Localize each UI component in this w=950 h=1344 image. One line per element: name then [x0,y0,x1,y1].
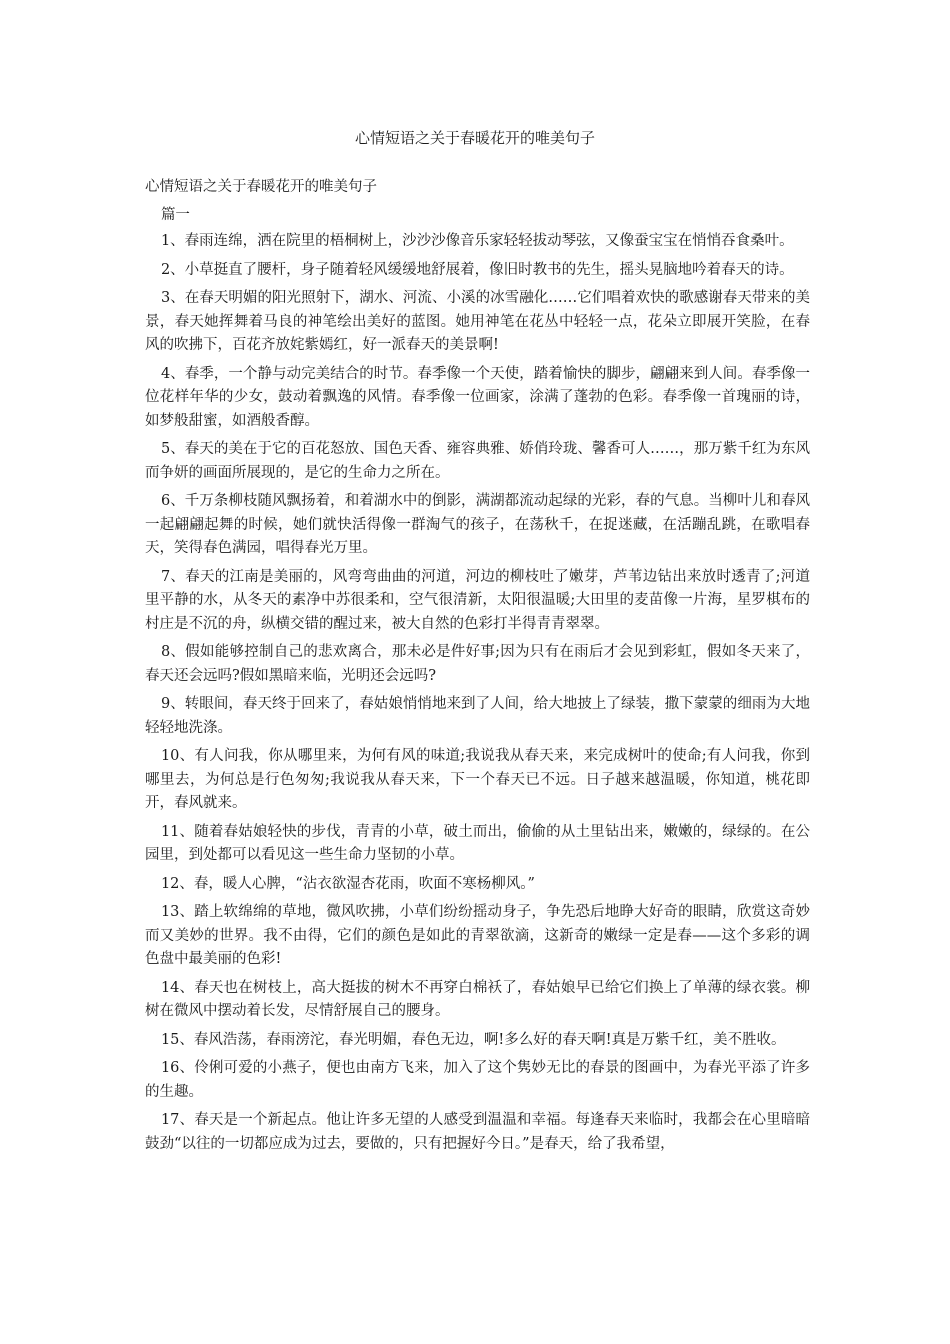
paragraph-2: 2、小草挺直了腰杆，身子随着轻风缓缓地舒展着，像旧时教书的先生，摇头晃脑地吟着春天的诗。 [160,261,794,278]
paragraph-16: 16、伶俐可爱的小燕子，便也由南方飞来，加入了这个隽妙无比的春景的图画中，为春光平添了许多的生趣。 [145,1060,810,1100]
paragraph-1: 1、春雨连绵，洒在院里的梧桐树上，沙沙沙像音乐家轻轻拔动琴弦，又像蚕宝宝在悄悄吞食桑叶。 [160,233,794,249]
paragraph-6: 6、千万条柳枝随风飘扬着，和着湖水中的倒影，满湖都流动起绿的光彩，春的气息。当柳叶儿和春风一起翩翩起舞的时候，她们就快活得像一群淘气的孩子，在荡秋千，在捉迷藏，在活蹦乱跳，在歌唱春天，笑得春色满园，唱得春光万里。 [145,493,810,556]
document-title: 心情短语之关于春暖花开的唯美句子 [354,129,595,147]
paragraph-17: 17、春天是一个新起点。他让许多无望的人感受到温温和幸福。每逢春天来临时，我都会在心里暗暗鼓劲“以往的一切都应成为过去，要做的，只有把握好今日。”是春天，给了我希望， [145,1112,810,1152]
paragraph-8: 8、假如能够控制自己的悲欢离合，那未必是件好事;因为只有在雨后才会见到彩虹，假如冬天来了，春天还会远吗?假如黑暗来临，光明还会远吗? [145,644,810,684]
document-body [145,176,810,1161]
document-subtitle: 心情短语之关于春暖花开的唯美句子 [145,179,377,195]
paragraph-7: 7、春天的江南是美丽的，风弯弯曲曲的河道，河边的柳枝吐了嫩芽，芦苇边钻出来放时透青了;河道里平静的水，从冬天的素净中苏很柔和，空气很清新，太阳很温暖;大田里的麦苗像一片海，星罗棋布的村庄是不沉的舟，纵横交错的醒过来，被大自然的色彩打半得青青翠翠。 [145,568,810,632]
paragraph-3: 3、在春天明媚的阳光照射下，湖水、河流、小溪的冰雪融化……它们唱着欢快的歌感谢春天带来的美景，春天她挥舞着马良的神笔绘出美好的蓝图。她用神笔在花丛中轻轻一点，花朵立即展开笑脸，在春风的吹拂下，百花齐放姹紫嫣红，好一派春天的美景啊! [145,290,810,353]
paragraph-14: 14、春天也在树枝上，高大挺拔的树木不再穿白棉袄了，春姑娘早已给它们换上了单薄的绿衣裳。柳树在微风中摆动着长发，尽情舒展自己的腰身。 [145,979,810,1019]
section-label: 篇一 [160,207,190,223]
paragraph-13: 13、踏上软绵绵的草地，微风吹拂，小草们纷纷摇动身子，争先恐后地睁大好奇的眼睛，欣赏这奇妙而又美妙的世界。我不由得，它们的颜色是如此的青翠欲滴，这新奇的嫩绿一定是春——这个多彩的调色盘中最美丽的色彩! [145,904,810,967]
paragraph-9: 9、转眼间，春天终于回来了，春姑娘悄悄地来到了人间，给大地披上了绿装，撒下蒙蒙的细雨为大地轻轻地洗涤。 [145,696,810,736]
paragraph-5: 5、春天的美在于它的百花怒放、国色天香、雍容典雅、娇俏玲珑、馨香可人……，那万紫千红为东风而争妍的画面所展现的，是它的生命力之所在。 [145,441,810,481]
paragraph-15: 15、春风浩荡，春雨滂沱，春光明媚，春色无边，啊!多么好的春天啊!真是万紫千红，美不胜收。 [160,1031,786,1048]
paragraph-12: 12、春，暖人心脾，“沾衣欲湿杏花雨，吹面不寒杨柳风。” [160,875,535,892]
paragraph-4: 4、春季，一个静与动完美结合的时节。春季像一个天使，踏着愉快的脚步，翩翩来到人间。春季像一位花样年华的少女，鼓动着飘逸的风情。春季像一位画家，涂满了蓬勃的色彩。春季像一首瑰丽的诗，如梦般甜蜜，如酒般香醇。 [145,365,810,429]
paragraph-11: 11、随着春姑娘轻快的步伐，青青的小草，破土而出，偷偷的从土里钻出来，嫩嫩的，绿绿的。在公园里，到处都可以看见这一些生命力坚韧的小草。 [145,823,810,863]
paragraph-10: 10、有人问我，你从哪里来，为何有风的味道;我说我从春天来，来完成树叶的使命;有人问我，你到哪里去，为何总是行色匆匆;我说我从春天来，下一个春天已不远。日子越来越温暖，你知道，桃花即开，春风就来。 [145,748,810,811]
